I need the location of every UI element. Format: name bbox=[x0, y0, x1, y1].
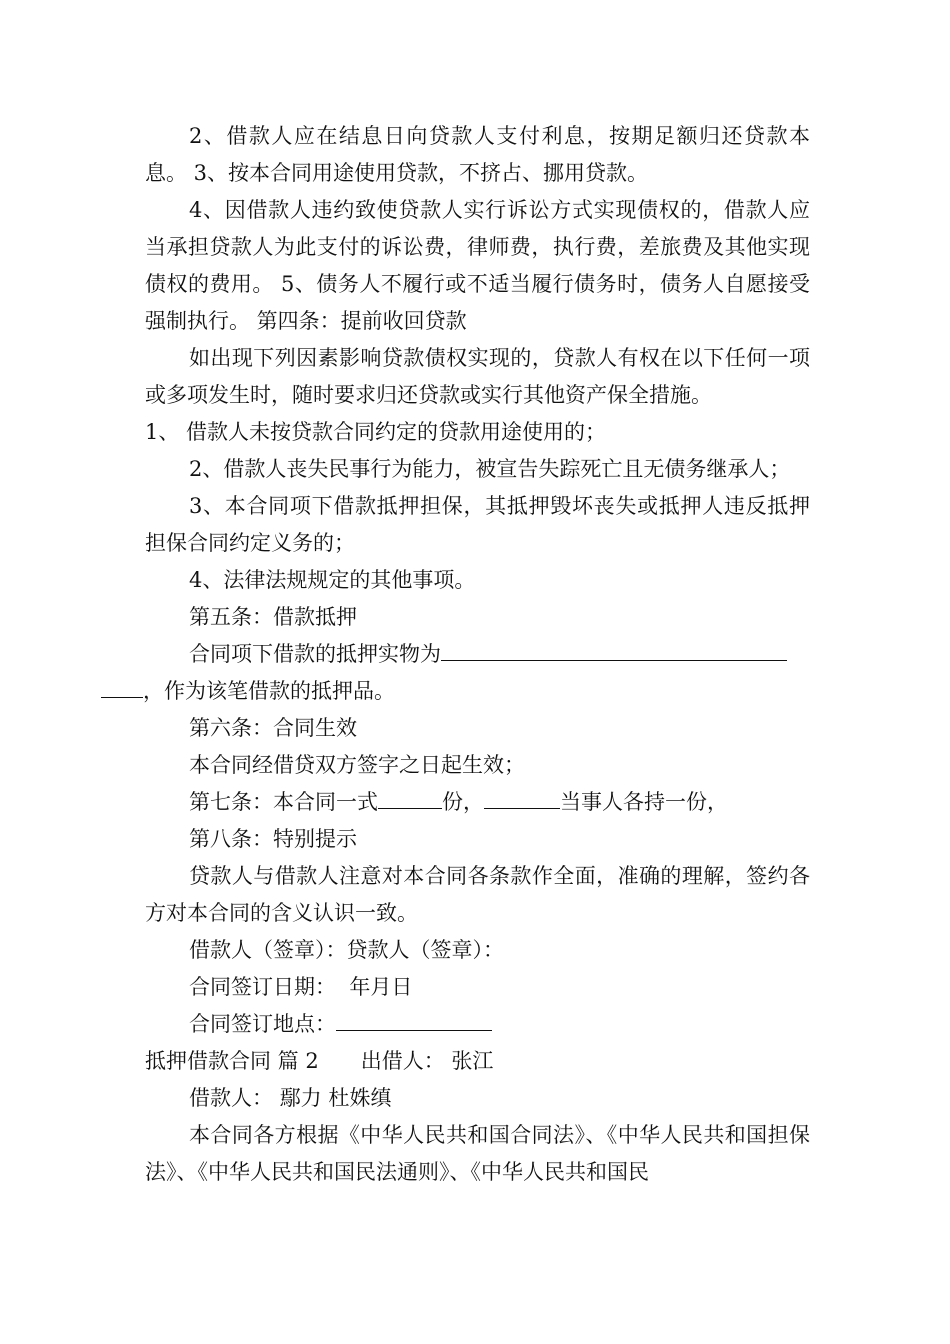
collateral-blank-line bbox=[441, 638, 787, 661]
parties-blank bbox=[484, 786, 560, 809]
copies-blank bbox=[378, 786, 442, 809]
document-body bbox=[145, 118, 810, 1191]
article-8-heading: 第八条：特别提示 bbox=[189, 827, 357, 851]
paragraph-repayment: 2、借款人应在结息日向贷款人支付利息，按期足额归还贷款本息。 3、按本合同用途使用贷款，不挤占、挪用贷款。 bbox=[145, 124, 810, 185]
paragraph-legal-basis: 本合同各方根据《中华人民共和国合同法》、《中华人民共和国担保法》、《中华人民共和国民法通则》、《中华人民共和国民 bbox=[145, 1123, 810, 1184]
article-7 bbox=[145, 784, 810, 821]
article-5-heading: 第五条：借款抵押 bbox=[189, 605, 357, 629]
signing-place bbox=[145, 1006, 810, 1043]
collateral-suffix: ，作为该笔借款的抵押品。 bbox=[143, 679, 395, 703]
borrower-line: 借款人： 鄢力 杜姝缜 bbox=[189, 1086, 392, 1110]
list-item-2: 2、借款人丧失民事行为能力，被宣告失踪死亡且无债务继承人； bbox=[189, 457, 791, 481]
article-6-heading: 第六条：合同生效 bbox=[189, 716, 357, 740]
signing-date: 合同签订日期： 年月日 bbox=[189, 975, 413, 999]
paragraph-early-recall: 如出现下列因素影响贷款债权实现的，贷款人有权在以下任何一项或多项发生时，随时要求归还贷款或实行其他资产保全措施。 bbox=[145, 346, 810, 407]
paragraph-litigation-costs: 4、因借款人违约致使贷款人实行诉讼方式实现债权的，借款人应当承担贷款人为此支付的诉讼费，律师费，执行费，差旅费及其他实现债权的费用。 5、债务人不履行或不适当履行债务时，债务人自愿接受强制执行。 第四条：提前收回贷款 bbox=[145, 198, 810, 333]
section-2-heading bbox=[145, 1043, 810, 1080]
collateral-label: 合同项下借款的抵押实物为 bbox=[189, 642, 441, 666]
paragraph-collateral bbox=[145, 636, 810, 710]
collateral-blank-line-2 bbox=[101, 675, 143, 698]
section-2-title: 抵押借款合同 篇 2 bbox=[145, 1049, 319, 1073]
list-item-3: 3、本合同项下借款抵押担保，其抵押毁坏丧失或抵押人违反抵押担保合同约定义务的； bbox=[145, 494, 810, 555]
parties-suffix: 当事人各持一份， bbox=[560, 790, 728, 814]
signing-place-label: 合同签订地点： bbox=[189, 1012, 336, 1036]
signature-line: 借款人（签章）：贷款人（签章）： bbox=[189, 938, 504, 962]
list-item-4: 4、法律法规规定的其他事项。 bbox=[189, 568, 476, 592]
copies-unit: 份， bbox=[442, 790, 484, 814]
lender-line: 出借人： 张江 bbox=[360, 1049, 494, 1073]
paragraph-special-notice: 贷款人与借款人注意对本合同各条款作全面，准确的理解，签约各方对本合同的含义认识一致。 bbox=[145, 864, 810, 925]
paragraph-effective: 本合同经借贷双方签字之日起生效； bbox=[189, 753, 525, 777]
signing-place-blank bbox=[336, 1008, 492, 1031]
copies-label: 第七条：本合同一式 bbox=[189, 790, 378, 814]
list-item-1: 1、 借款人未按贷款合同约定的贷款用途使用的； bbox=[145, 420, 607, 444]
